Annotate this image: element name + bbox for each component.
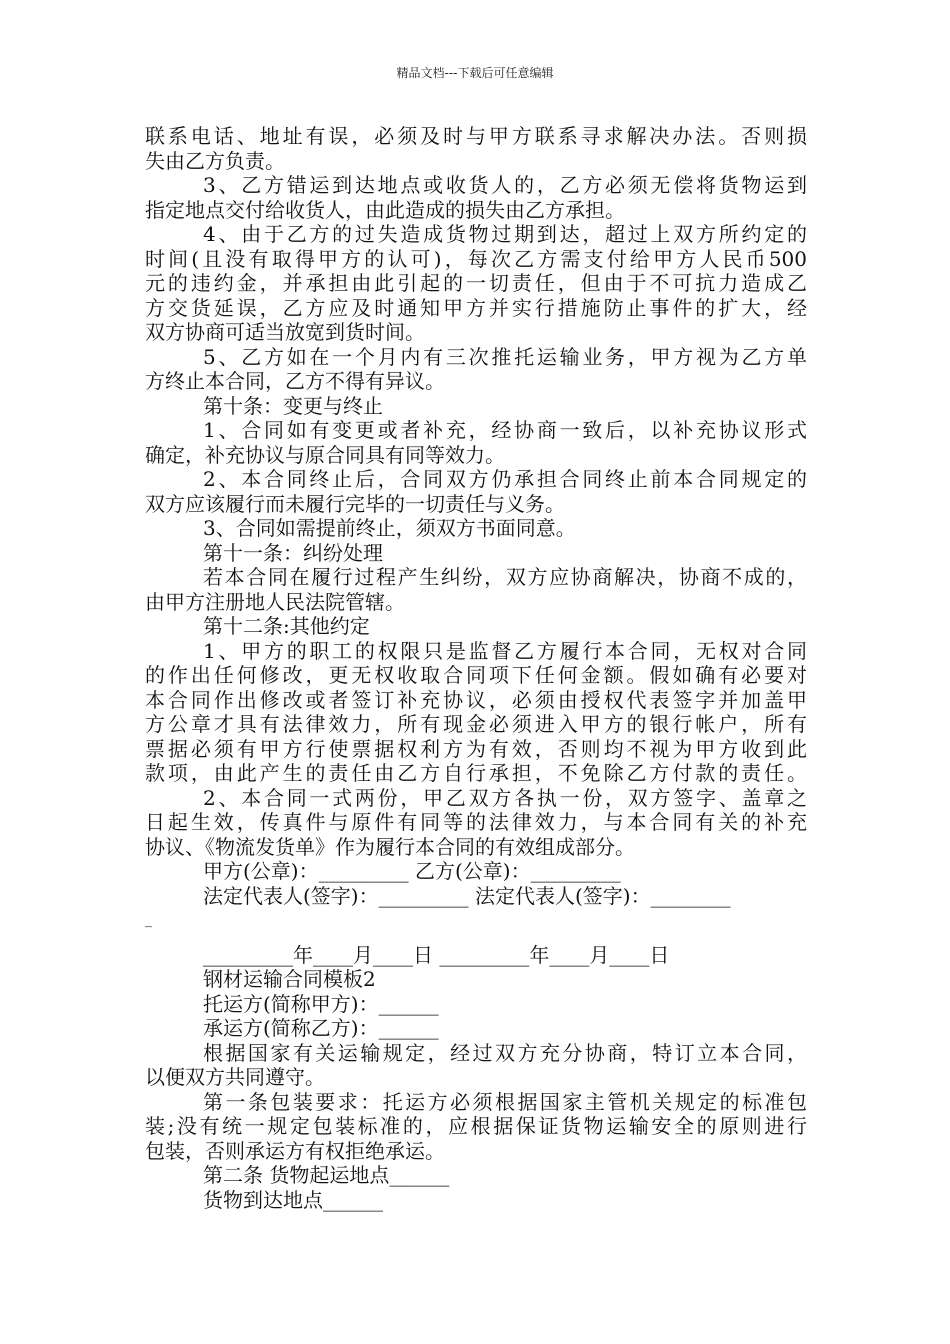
page-header: 精品文档---下载后可任意编辑 (396, 66, 554, 80)
text-line: _ (145, 912, 152, 928)
document-body (145, 124, 807, 1212)
text-line: 5、乙方如在一个月内有三次推托运输业务，甲方视为乙方单 (203, 344, 807, 369)
text-line: 2、本合同一式两份，甲乙双方各执一份，双方签字、盖章之 (203, 785, 807, 810)
text-line: 协议、《物流发货单》作为履行本合同的有效组成部分。 (145, 834, 635, 859)
text-line: 装;没有统一规定包装标准的，应根据保证货物运输安全的原则进行 (145, 1114, 807, 1138)
text-line: 3、合同如需提前终止，须双方书面同意。 (203, 516, 576, 540)
text-line: _________年____月____日 _________年____月____日 (203, 942, 670, 967)
text-line: 货物到达地点______ (203, 1187, 383, 1212)
text-line: 指定地点交付给收货人，由此造成的损失由乙方承担。 (145, 197, 625, 222)
text-line: 钢材运输合同模板2 (203, 967, 376, 991)
text-line: 甲方(公章)：_________ 乙方(公章)：_________ (203, 859, 621, 883)
text-line: 日起生效，传真件与原件有同等的法律效力，与本合同有关的补充 (145, 810, 807, 834)
text-line: 托运方(简称甲方)：______ (203, 991, 439, 1016)
text-line: 确定，补充协议与原合同具有同等效力。 (145, 442, 505, 467)
text-line: 联系电话、地址有误，必须及时与甲方联系寻求解决办法。否则损 (145, 124, 807, 148)
text-line: 票据必须有甲方行使票据权利方为有效，否则均不视为甲方收到此 (145, 736, 807, 761)
text-line: 2、本合同终止后，合同双方仍承担合同终止前本合同规定的 (203, 467, 807, 491)
text-line: 双方协商可适当放宽到货时间。 (145, 320, 425, 344)
text-line: 4、由于乙方的过失造成货物过期到达，超过上双方所约定的 (203, 222, 807, 246)
text-line: 第一条包装要求：托运方必须根据国家主管机关规定的标准包 (203, 1089, 807, 1114)
text-line: 3、乙方错运到达地点或收货人的，乙方必须无偿将货物运到 (203, 173, 807, 197)
text-line: 第十二条:其他约定 (203, 614, 370, 638)
text-line: 第十一条：纠纷处理 (203, 540, 383, 565)
text-line: 包装，否则承运方有权拒绝承运。 (145, 1138, 445, 1163)
text-line: 方公章才具有法律效力，所有现金必须进入甲方的银行帐户，所有 (145, 712, 807, 736)
text-line: 1、合同如有变更或者补充，经协商一致后，以补充协议形式 (203, 418, 807, 442)
text-line: 的作出任何修改，更无权收取合同项下任何金额。假如确有必要对 (145, 663, 807, 687)
text-line: 款项，由此产生的责任由乙方自行承担，不免除乙方付款的责任。 (145, 761, 807, 785)
text-line: 本合同作出修改或者签订补充协议，必须由授权代表签字并加盖甲 (145, 687, 807, 712)
text-line: 法定代表人(签字)：_________ 法定代表人(签字)：________ (203, 883, 731, 908)
text-line: 第二条 货物起运地点______ (203, 1163, 450, 1187)
text-line: 1、甲方的职工的权限只是监督乙方履行本合同，无权对合同 (203, 638, 807, 663)
text-line: 方交货延误，乙方应及时通知甲方并实行措施防止事件的扩大，经 (145, 295, 807, 320)
text-line: 若本合同在履行过程产生纠纷，双方应协商解决，协商不成的， (203, 565, 807, 589)
text-line: 由甲方注册地人民法院管辖。 (145, 589, 405, 614)
text-line: 双方应该履行而未履行完毕的一切责任与义务。 (145, 491, 565, 516)
text-line: 根据国家有关运输规定，经过双方充分协商，特订立本合同， (203, 1040, 807, 1065)
text-line: 元的违约金，并承担由此引起的一切责任，但由于不可抗力造成乙 (145, 271, 807, 295)
text-line: 第十条：变更与终止 (203, 393, 383, 418)
text-line: 以便双方共同遵守。 (145, 1065, 325, 1089)
text-line: 承运方(简称乙方)：______ (203, 1016, 439, 1040)
text-line: 方终止本合同，乙方不得有异议。 (145, 369, 445, 393)
text-line: 时间(且没有取得甲方的认可)，每次乙方需支付给甲方人民币500 (145, 246, 807, 271)
text-line: 失由乙方负责。 (145, 148, 285, 173)
